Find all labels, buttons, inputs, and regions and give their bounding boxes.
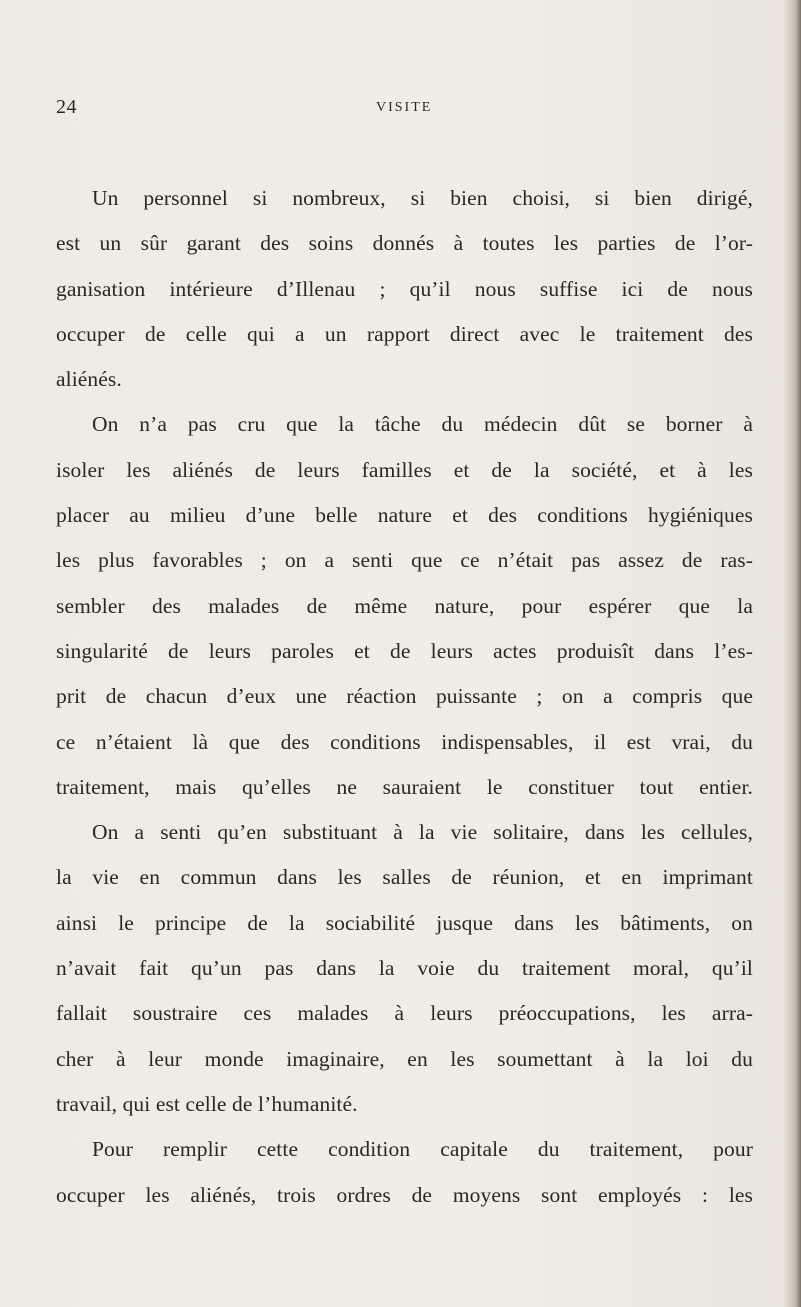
paragraph-line: fallait soustraire ces malades à leurs préoccupations, les arra- [56,1001,753,1026]
paragraph-line: sembler des malades de même nature, pour espérer que la [56,593,753,618]
paragraph-line: la vie en commun dans les salles de réunion, et en imprimant [56,865,753,890]
page-edge-shadow [783,0,801,1307]
paragraph-line: travail, qui est celle de l’humanité. [56,1091,358,1116]
paragraph-line: occuper de celle qui a un rapport direct avec le traitement des [56,321,753,346]
paragraph-line: Pour remplir cette condition capitale du traitement, pour [92,1137,753,1162]
running-title: VISITE [376,100,433,115]
paragraph-line: ainsi le principe de la sociabilité jusque dans les bâtiments, on [56,910,753,935]
paragraph-line: prit de chacun d’eux une réaction puissante ; on a compris que [56,684,753,709]
paragraph-line: singularité de leurs paroles et de leurs actes produisît dans l’es- [56,638,753,663]
paragraph-line: est un sûr garant des soins donnés à toutes les parties de l’or- [56,231,753,256]
paragraph-line: cher à leur monde imaginaire, en les soumettant à la loi du [56,1046,753,1071]
paragraph-line: occuper les aliénés, trois ordres de moyens sont employés : les [56,1182,753,1207]
paragraph-line: On n’a pas cru que la tâche du médecin dût se borner à [92,412,753,437]
paragraph-line: ce n’étaient là que des conditions indispensables, il est vrai, du [56,729,753,754]
running-head [0,96,801,126]
page-number: 24 [56,96,77,118]
paragraph-line: Un personnel si nombreux, si bien choisi, si bien dirigé, [92,186,753,210]
paragraph-line: placer au milieu d’une belle nature et des conditions hygiéniques [56,503,753,528]
paragraph-line: ganisation intérieure d’Illenau ; qu’il nous suffise ici de nous [56,276,753,301]
paragraph-line: n’avait fait qu’un pas dans la voie du traitement moral, qu’il [56,956,753,981]
paragraph-line: isoler les aliénés de leurs familles et de la société, et à les [56,457,753,482]
body-text [56,176,753,1218]
paragraph-line: On a senti qu’en substituant à la vie solitaire, dans les cellules, [92,820,753,845]
paragraph-line: les plus favorables ; on a senti que ce n’était pas assez de ras- [56,548,753,573]
paragraph-line: aliénés. [56,367,122,392]
paragraph-line: traitement, mais qu’elles ne sauraient le constituer tout entier. [56,774,753,799]
